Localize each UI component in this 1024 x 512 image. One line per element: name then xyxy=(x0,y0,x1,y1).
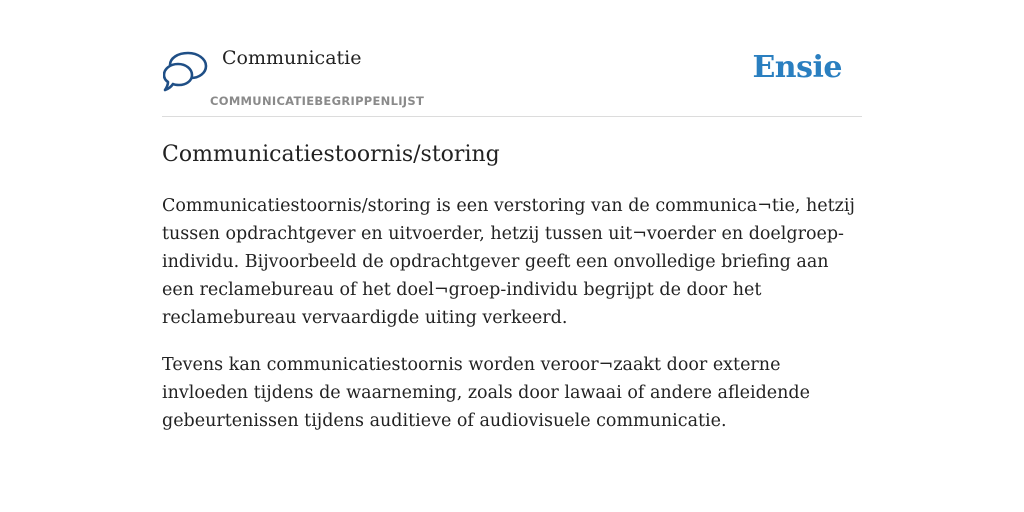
article-paragraph: Communicatiestoornis/storing is een verstoring van de communica¬tie, hetzij tussen opdrachtgever en uitvoerder, hetzij tussen uit¬voerder en doelgroep-individu. Bijvoorbeeld de opdrachtgever geeft een onvolledige briefing aan een reclamebureau of het doel¬groep-individu begrijpt de door het reclamebureau vervaardigde uiting verkeerd. xyxy=(162,196,855,328)
speech-bubbles-icon[interactable] xyxy=(163,50,209,92)
site-subtitle[interactable]: COMMUNICATIEBEGRIPPENLIJST xyxy=(210,94,425,108)
page-header xyxy=(162,0,862,117)
site-title[interactable]: Communicatie xyxy=(222,47,362,69)
brand-logo[interactable]: Ensie xyxy=(752,50,842,85)
article xyxy=(162,140,862,435)
page-container xyxy=(162,0,862,431)
article-title: Communicatiestoornis/storing xyxy=(162,142,500,167)
article-paragraph: Tevens kan communicatiestoornis worden veroor¬zaakt door externe invloeden tijdens de waarneming, zoals door lawaai of andere afleidende gebeurtenissen tijdens auditieve of audiovisuele communicatie. xyxy=(162,355,810,431)
